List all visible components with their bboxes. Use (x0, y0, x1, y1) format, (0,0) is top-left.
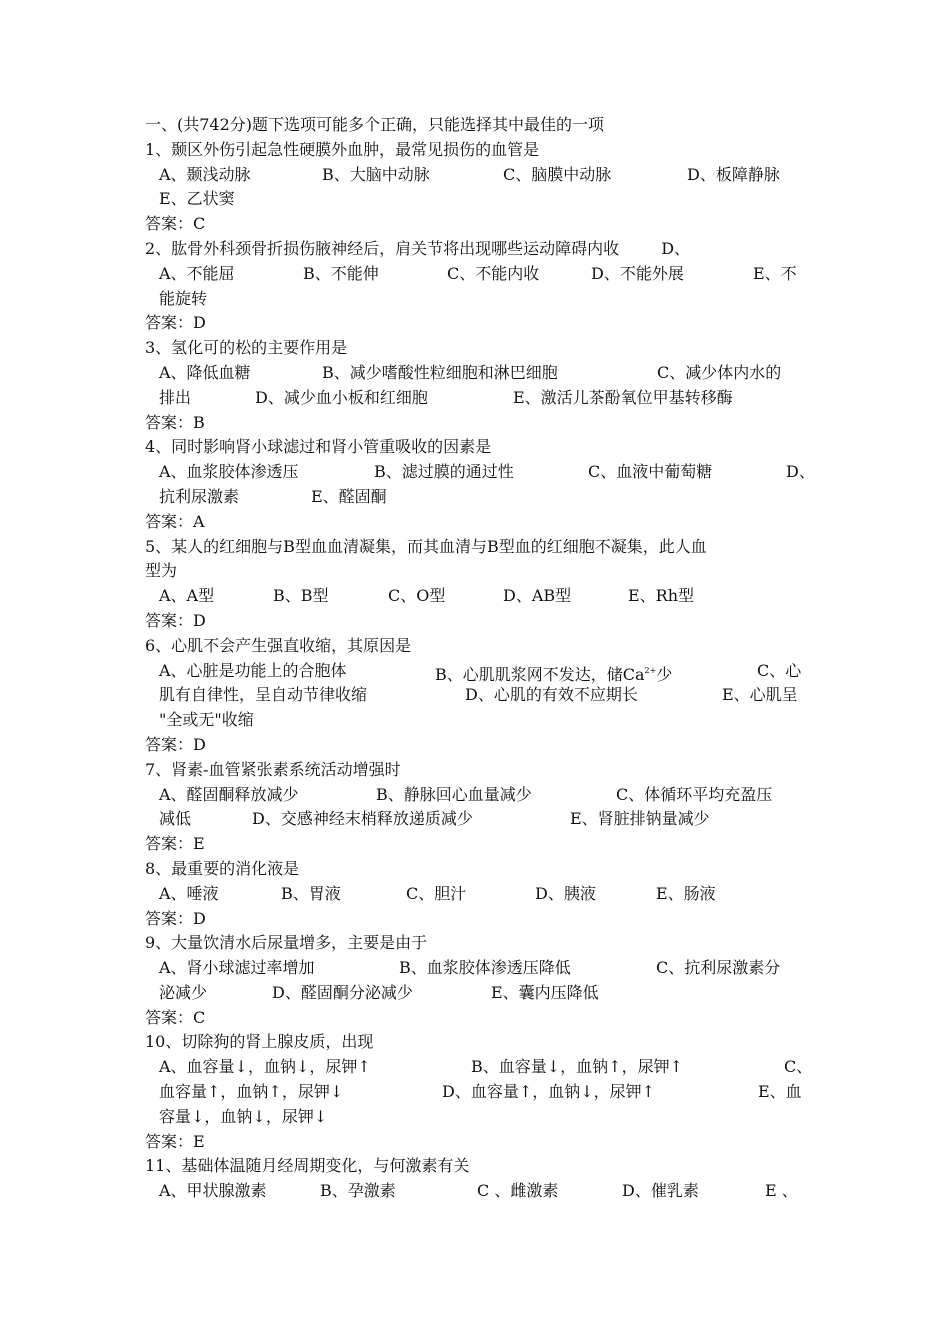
option-a: A、心脏是功能上的合胞体 (159, 660, 347, 680)
question-title-text: 2、肱骨外科颈骨折损伤腋神经后，肩关节将出现哪些运动障碍内收 (145, 238, 620, 258)
option-continuation: 排出 (159, 387, 192, 407)
option-c: C、脑膜中动脉 (503, 164, 612, 184)
option-continuation: 抗利尿激素 (159, 486, 240, 506)
option-a: A、不能屈 (159, 263, 235, 283)
question-5-title-cont: 型为 (145, 561, 178, 581)
answer: 答案：D (145, 610, 206, 630)
option-b: B、大脑中动脉 (322, 164, 430, 184)
option-c: C、不能内收 (447, 263, 540, 283)
option-a: A、甲状腺激素 (159, 1181, 267, 1201)
question-4-options-cont (145, 485, 815, 510)
question-7-options (145, 783, 815, 808)
option-continuation: 能旋转 (159, 288, 208, 308)
option-b: B、静脉回心血量减少 (376, 784, 532, 804)
question-3-options (145, 361, 815, 386)
option-d: D、醛固酮分泌减少 (272, 982, 413, 1002)
question-4-title: 4、同时影响肾小球滤过和肾小管重吸收的因素是 (145, 437, 492, 457)
question-6-options-cont (145, 683, 815, 708)
option-d: D、心肌的有效不应期长 (465, 685, 638, 705)
option-c: C、O型 (388, 586, 446, 606)
option-continuation: 血容量↑，血钠↑，尿钾↓ (159, 1082, 344, 1102)
question-11-options (145, 1179, 815, 1204)
option-b: B、胃液 (281, 883, 341, 903)
option-d: D、血容量↑，血钠↓，尿钾↑ (442, 1082, 656, 1102)
question-4-options (145, 460, 815, 485)
option-d: D、交感神经末梢释放递质减少 (252, 809, 473, 829)
option-a: A、唾液 (159, 883, 219, 903)
option-e: E、激活儿茶酚氧位甲基转移酶 (513, 387, 733, 407)
answer: 答案：E (145, 1131, 205, 1151)
answer: 答案：C (145, 1007, 206, 1027)
option-continuation: "全或无"收缩 (159, 710, 254, 730)
option-d: D、AB型 (503, 586, 572, 606)
option-a: A、肾小球滤过率增加 (159, 958, 315, 978)
option-a: A、醛固酮释放减少 (159, 784, 299, 804)
exam-page (145, 113, 815, 1204)
option-a: A、A型 (159, 586, 215, 606)
option-e: E、不 (753, 263, 797, 283)
option-continuation: 肌有自律性，呈自动节律收缩 (159, 685, 368, 705)
question-10-title: 10、切除狗的肾上腺皮质，出现 (145, 1032, 374, 1052)
question-8-options (145, 882, 815, 907)
question-5-title: 5、某人的红细胞与B型血血清凝集，而其血清与B型血的红细胞不凝集，此人血 (145, 536, 707, 556)
answer: 答案：D (145, 313, 206, 333)
question-1-title: 1、颞区外伤引起急性硬膜外血肿，最常见损伤的血管是 (145, 139, 540, 159)
question-10-options-cont (145, 1080, 815, 1105)
question-3-title: 3、氢化可的松的主要作用是 (145, 338, 348, 358)
option-c: C、减少体内水的 (657, 362, 782, 382)
question-2-options (145, 262, 815, 287)
option-b: B、血容量↓，血钠↑，尿钾↑ (471, 1057, 683, 1077)
option-continuation: 容量↓，血钠↓，尿钾↓ (159, 1106, 328, 1126)
option-a: A、血浆胶体渗透压 (159, 462, 299, 482)
option-e: E、乙状窦 (159, 189, 235, 209)
option-c: C、体循环平均充盈压 (616, 784, 773, 804)
option-e: E、囊内压降低 (491, 982, 599, 1002)
question-7-options-cont (145, 807, 815, 832)
option-e: E、肾脏排钠量减少 (570, 809, 710, 829)
section-header: 一、(共742分)题下选项可能多个正确，只能选择其中最佳的一项 (145, 115, 605, 134)
option-e: E、肠液 (656, 883, 716, 903)
option-d: D、不能外展 (591, 263, 684, 283)
option-b: B、滤过膜的通过性 (374, 462, 514, 482)
question-9-options (145, 956, 815, 981)
option-b: B、孕激素 (320, 1181, 396, 1201)
answer: 答案：B (145, 412, 205, 432)
question-6-options (145, 659, 815, 684)
answer: 答案：C (145, 214, 206, 234)
option-a: A、降低血糖 (159, 362, 251, 382)
option-d: D、板障静脉 (687, 164, 780, 184)
answer: 答案：E (145, 834, 205, 854)
option-d: D、 (786, 462, 815, 482)
option-b: B、血浆胶体渗透压降低 (399, 958, 571, 978)
option-e: E、Rh型 (628, 586, 695, 606)
option-continuation: 泌减少 (159, 982, 208, 1002)
answer: 答案：A (145, 511, 205, 531)
option-b: B、不能伸 (303, 263, 379, 283)
question-11-title: 11、基础体温随月经周期变化，与何激素有关 (145, 1156, 470, 1176)
option-b: B、B型 (273, 586, 329, 606)
option-c: C、血液中葡萄糖 (588, 462, 713, 482)
option-c: C、胆汁 (406, 883, 467, 903)
question-title-tail: D、 (661, 238, 691, 258)
option-e: E 、 (765, 1181, 798, 1201)
question-3-options-cont (145, 386, 815, 411)
option-e: E、血 (758, 1082, 802, 1102)
superscript: 2+ (644, 665, 657, 675)
question-2-title (145, 237, 815, 262)
question-10-options (145, 1055, 815, 1080)
question-1-options (145, 163, 815, 188)
option-d: D、催乳素 (622, 1181, 699, 1201)
option-continuation: 减低 (159, 809, 192, 829)
question-5-options (145, 584, 815, 609)
option-b: B、心肌肌浆网不发达，储$Ca^{2+}$少 (435, 664, 673, 684)
question-6-title: 6、心肌不会产生强直收缩，其原因是 (145, 635, 412, 655)
option-e: E、心肌呈 (722, 685, 798, 705)
option-a: A、血容量↓，血钠↓，尿钾↑ (159, 1057, 371, 1077)
question-9-title: 9、大量饮清水后尿量增多，主要是由于 (145, 933, 428, 953)
option-c: C、心 (757, 660, 802, 680)
question-8-title: 8、最重要的消化液是 (145, 858, 300, 878)
option-c: C、抗利尿激素分 (656, 958, 781, 978)
answer: 答案：D (145, 734, 206, 754)
answer: 答案：D (145, 908, 206, 928)
option-c: C、 (784, 1057, 813, 1077)
question-7-title: 7、肾素-血管紧张素系统活动增强时 (145, 759, 401, 779)
option-a: A、颞浅动脉 (159, 164, 251, 184)
option-b: B、减少嗜酸性粒细胞和淋巴细胞 (322, 362, 558, 382)
option-c: C 、雌激素 (477, 1181, 559, 1201)
option-e: E、醛固酮 (311, 486, 387, 506)
option-d: D、减少血小板和红细胞 (255, 387, 428, 407)
question-9-options-cont (145, 981, 815, 1006)
option-d: D、胰液 (535, 883, 596, 903)
